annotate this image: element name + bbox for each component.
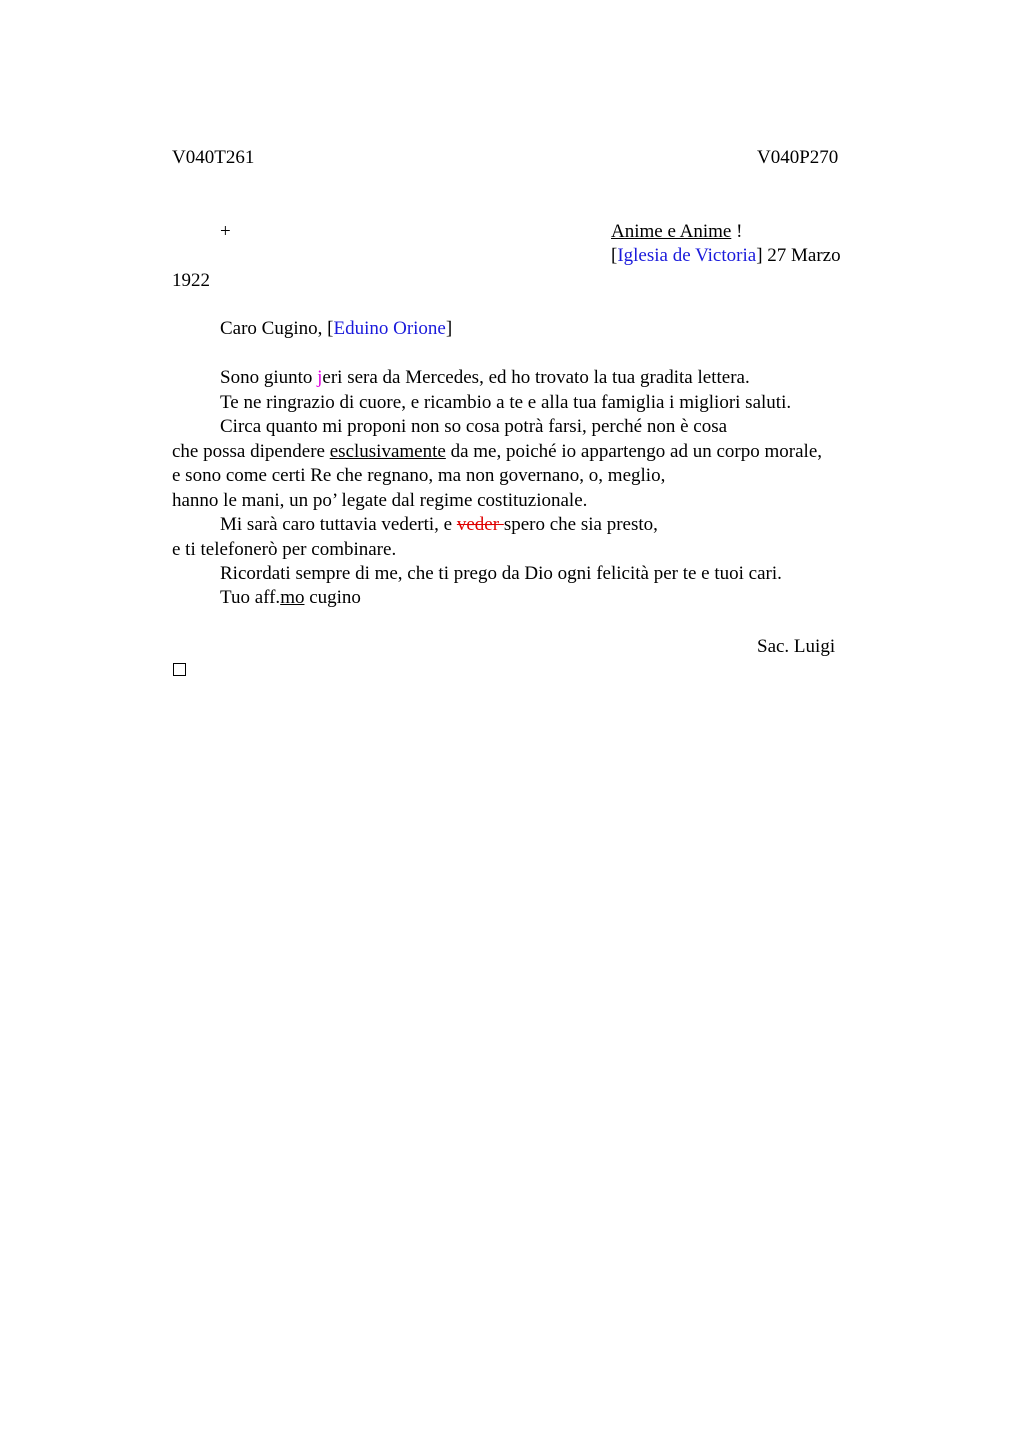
body-text: da me, poiché io appartengo ad un corpo morale, bbox=[445, 441, 822, 462]
salutation-close-bracket: ] bbox=[445, 318, 453, 339]
cross-mark: + bbox=[220, 221, 231, 242]
body-text: Tuo aff. bbox=[220, 587, 281, 608]
document-code-left: V040T261 bbox=[172, 147, 255, 168]
body-line-9: Ricordati sempre di me, che ti prego da Dio ogni felicità per te e tuoi cari. bbox=[220, 563, 782, 584]
salutation-text: Caro Cugino, bbox=[220, 318, 328, 339]
body-text: eri sera da Mercedes, ed ho trovato la tua gradita lettera. bbox=[322, 367, 750, 388]
place-open-bracket: [ bbox=[611, 245, 618, 266]
signature: Sac. Luigi bbox=[757, 636, 836, 657]
date-day-month: 27 Marzo bbox=[762, 245, 841, 266]
closing-line bbox=[220, 586, 361, 610]
place-name: Iglesia de Victoria bbox=[617, 245, 757, 266]
body-line-1 bbox=[220, 366, 750, 390]
body-line-5: e sono come certi Re che regnano, ma non governano, o, meglio, bbox=[172, 465, 666, 486]
body-line-6: hanno le mani, un po’ legate dal regime costituzionale. bbox=[172, 490, 588, 511]
motto-line bbox=[611, 220, 742, 244]
body-line-2: Te ne ringrazio di cuore, e ricambio a te e alla tua famiglia i migliori saluti. bbox=[220, 392, 792, 413]
document-code-right: V040P270 bbox=[757, 147, 839, 168]
correction-letter: j bbox=[317, 367, 323, 388]
salutation bbox=[220, 317, 452, 341]
deleted-word: veder bbox=[456, 514, 504, 535]
body-line-8: e ti telefonerò per combinare. bbox=[172, 539, 397, 560]
motto-text: Anime e Anime bbox=[611, 221, 732, 242]
recipient-name: Eduino Orione bbox=[333, 318, 446, 339]
place-date-line bbox=[611, 244, 841, 268]
salutation-open-bracket: [ bbox=[327, 318, 334, 339]
place-close-bracket: ] bbox=[756, 245, 763, 266]
body-text: Sono giunto bbox=[220, 367, 318, 388]
underlined-word: esclusivamente bbox=[329, 441, 446, 462]
body-line-3: Circa quanto mi proponi non so cosa potrà farsi, perché non è cosa bbox=[220, 416, 728, 437]
body-text: spero che sia presto, bbox=[503, 514, 658, 535]
end-marker-square bbox=[173, 663, 186, 676]
underlined-abbrev: mo bbox=[280, 587, 305, 608]
motto-mark: ! bbox=[731, 221, 743, 242]
body-line-7 bbox=[220, 513, 658, 537]
body-text: che possa dipendere bbox=[172, 441, 330, 462]
body-text: cugino bbox=[304, 587, 361, 608]
date-year: 1922 bbox=[172, 270, 210, 291]
body-text: Mi sarà caro tuttavia vederti, e bbox=[220, 514, 457, 535]
body-line-4 bbox=[172, 440, 822, 464]
